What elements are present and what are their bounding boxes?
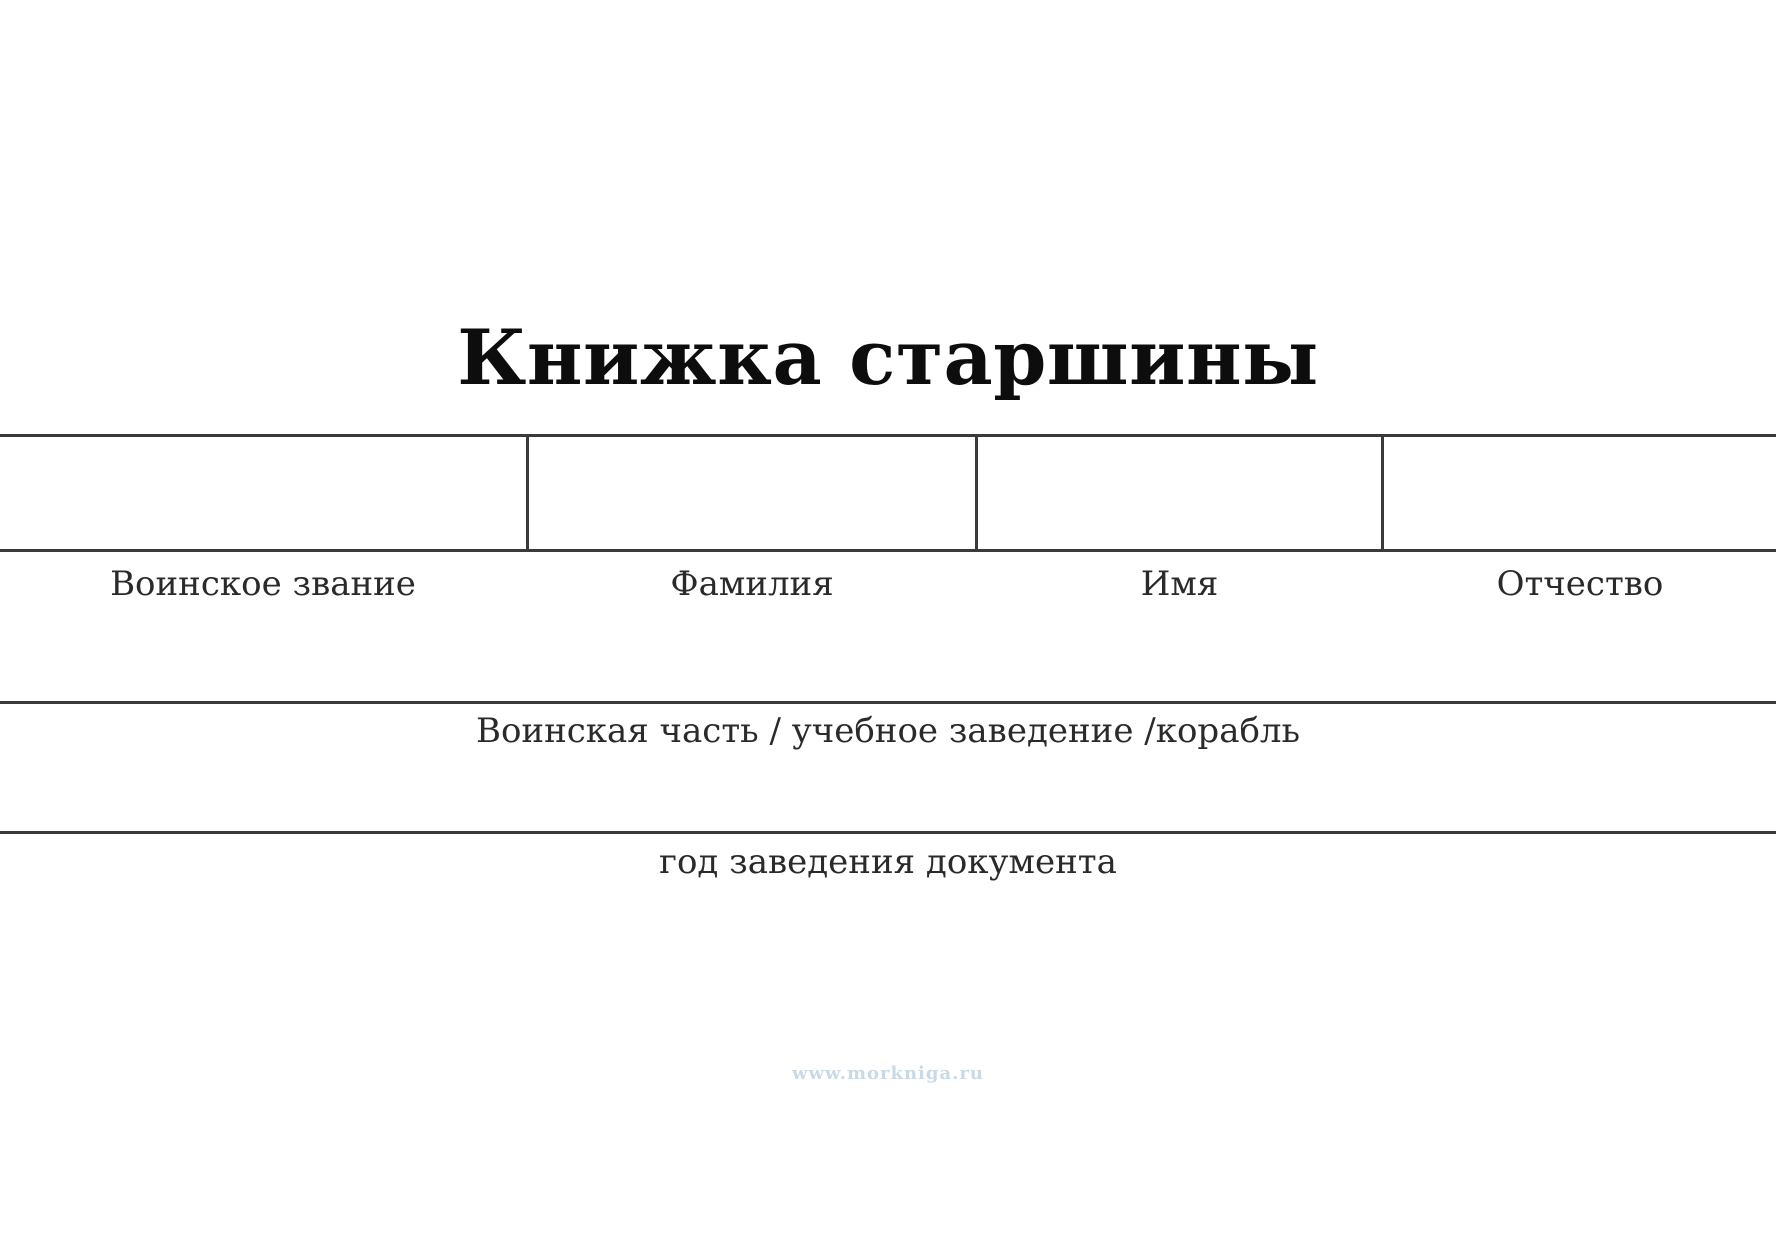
surname-label: Фамилия (670, 564, 834, 604)
unit-label: Воинская часть / учебное заведение /корабль (475, 711, 1301, 751)
top-border-line (0, 434, 1776, 437)
rank-label: Воинское звание (110, 564, 416, 604)
unit-line (0, 701, 1776, 704)
year-label: год заведения документа (659, 842, 1117, 882)
year-line (0, 831, 1776, 834)
page-title: Книжка старшины (457, 313, 1319, 402)
row-bottom-line (0, 549, 1776, 552)
divider-surname-name (975, 435, 978, 551)
watermark: www.morkniga.ru (792, 1063, 984, 1084)
name-label: Имя (1140, 564, 1219, 604)
divider-name-patronymic (1381, 435, 1384, 551)
divider-rank-surname (526, 435, 529, 551)
patronymic-label: Отчество (1496, 564, 1664, 604)
